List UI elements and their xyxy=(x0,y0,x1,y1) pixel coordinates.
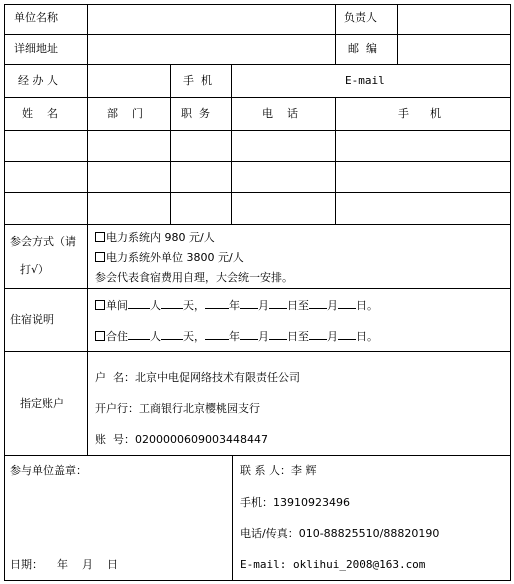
day-to-unit: 日至 xyxy=(287,330,309,343)
grid-line xyxy=(4,192,511,193)
fee-option-inside[interactable] xyxy=(95,231,215,245)
fee-note: 参会代表食宿费用自理，大会统一安排。 xyxy=(95,271,293,284)
date-label: 日期： 年 月 日 xyxy=(10,558,118,571)
handler-label: 经 办 人 xyxy=(18,74,58,87)
person-in-charge-label: 负责人 xyxy=(344,11,377,24)
lodging-single-text: 单间 xyxy=(106,299,128,312)
grid-line xyxy=(232,455,233,581)
email-label: E-mail xyxy=(345,74,385,87)
grid-line xyxy=(4,288,511,289)
month-unit: 月 xyxy=(258,330,269,343)
grid-line xyxy=(335,97,336,225)
col-position-header: 职 务 xyxy=(181,107,210,120)
grid-line xyxy=(87,4,88,456)
grid-line xyxy=(4,161,511,162)
grid-line xyxy=(4,351,511,352)
year-unit: 年 xyxy=(229,330,240,343)
col-mobile-header: 手 机 xyxy=(398,107,441,120)
col-name-header: 姓 名 xyxy=(22,107,58,120)
lodging-single-row[interactable] xyxy=(95,297,378,313)
lodging-shared-text: 合住 xyxy=(106,330,128,343)
col-phone-header: 电 话 xyxy=(262,107,298,120)
day-end-unit: 日。 xyxy=(356,330,378,343)
year-unit: 年 xyxy=(229,299,240,312)
account-holder: 户 名：北京中电促网络技术有限责任公司 xyxy=(95,371,300,384)
lodging-shared-row[interactable] xyxy=(95,328,378,344)
grid-line xyxy=(4,64,511,65)
contact-email: E-mail: oklihui_2008@163.com xyxy=(240,558,426,571)
fee-label-line2: 打√） xyxy=(20,263,50,276)
contact-mobile: 手机：13910923496 xyxy=(240,496,350,509)
grid-line xyxy=(4,580,511,581)
people-unit: 人 xyxy=(150,330,161,343)
day-to-unit: 日至 xyxy=(287,299,309,312)
col-dept-header: 部 门 xyxy=(107,107,143,120)
mobile-label: 手 机 xyxy=(183,74,212,87)
people-unit: 人 xyxy=(150,299,161,312)
grid-line xyxy=(4,97,511,98)
account-bank: 开户行：工商银行北京樱桃园支行 xyxy=(95,402,260,415)
seal-label: 参与单位盖章： xyxy=(10,464,87,477)
month-unit: 月 xyxy=(258,299,269,312)
checkbox-icon[interactable] xyxy=(95,232,105,242)
grid-line xyxy=(4,455,511,456)
account-label: 指定账户 xyxy=(20,397,64,410)
grid-line xyxy=(4,224,511,225)
grid-line xyxy=(397,4,398,65)
days-unit: 天， xyxy=(183,299,205,312)
grid-line xyxy=(510,4,511,581)
contact-tel-fax: 电话/传真：010-88825510/88820190 xyxy=(240,527,440,540)
fee-option-outside-text: 电力系统外单位 3800 元/人 xyxy=(106,251,244,264)
checkbox-icon[interactable] xyxy=(95,300,105,310)
month-unit: 月 xyxy=(327,330,338,343)
month-unit: 月 xyxy=(327,299,338,312)
grid-line xyxy=(4,34,511,35)
grid-line xyxy=(4,4,511,5)
account-number: 账 号：0200000609003448447 xyxy=(95,433,268,446)
address-label: 详细地址 xyxy=(14,42,58,55)
grid-line xyxy=(4,130,511,131)
days-unit: 天， xyxy=(183,330,205,343)
zip-label: 邮 编 xyxy=(348,42,377,55)
unit-name-label: 单位名称 xyxy=(14,11,58,24)
grid-line xyxy=(231,64,232,225)
checkbox-icon[interactable] xyxy=(95,331,105,341)
checkbox-icon[interactable] xyxy=(95,252,105,262)
fee-option-inside-text: 电力系统内 980 元/人 xyxy=(106,231,215,244)
fee-option-outside[interactable] xyxy=(95,251,244,265)
contact-person: 联 系 人：李 辉 xyxy=(240,464,317,477)
fee-label-line1: 参会方式（请 xyxy=(10,235,76,248)
day-end-unit: 日。 xyxy=(356,299,378,312)
grid-line xyxy=(4,4,5,581)
grid-line xyxy=(170,64,171,225)
lodging-label: 住宿说明 xyxy=(10,313,54,326)
grid-line xyxy=(335,4,336,65)
